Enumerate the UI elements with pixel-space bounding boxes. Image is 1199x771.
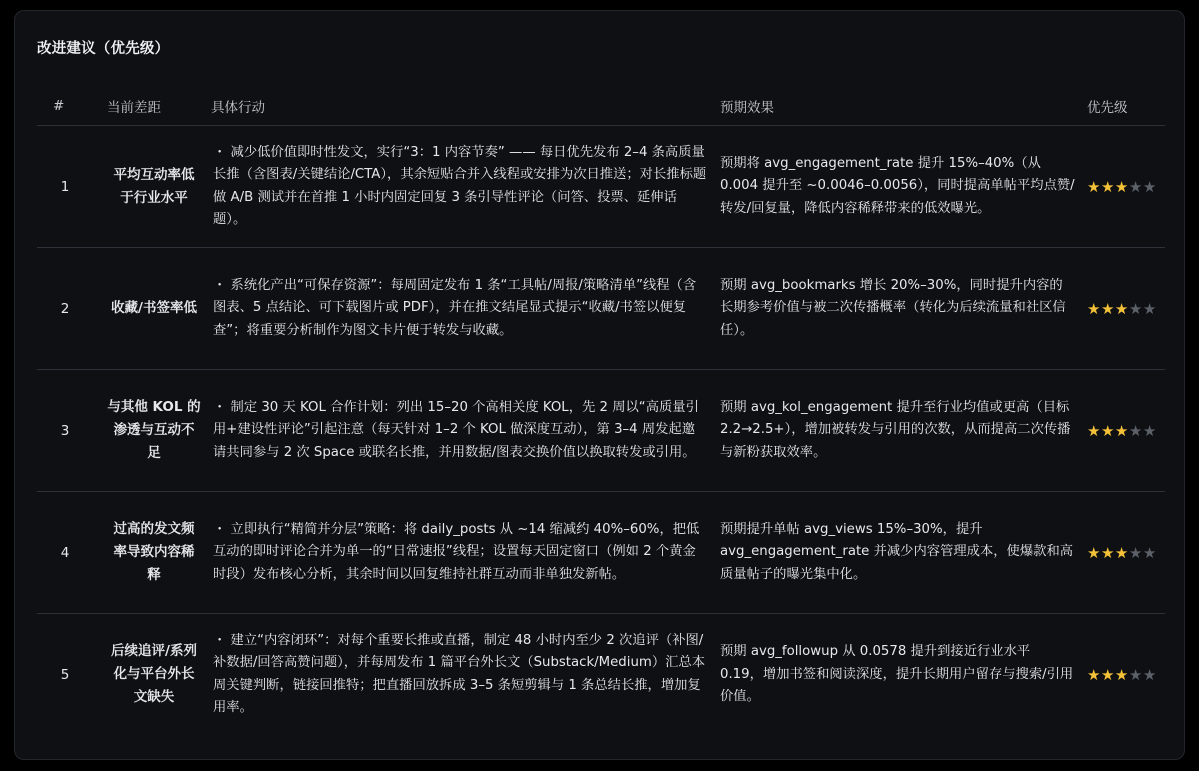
row-action: ・ 系统化产出“可保存资源”：每周固定发布 1 条“工具帖/周报/策略清单”线程（含图表、5 点结论、可下载图片或 PDF），并在推文结尾显式提示“收藏/书签以便复查”；将重要分析制作为图文卡片便于转发与收藏。 — [211, 248, 720, 370]
star-filled-icon: ★ — [1087, 300, 1101, 318]
header-gap: 当前差距 — [107, 89, 211, 126]
star-empty-icon: ★ — [1128, 666, 1143, 685]
row-effect: 预期 avg_kol_engagement 提升至行业均值或更高（目标 2.2→2.5+），增加被转发与引用的次数，从而提高二次传播与新粉获取效率。 — [720, 370, 1087, 492]
star-filled-icon: ★ — [1100, 666, 1115, 685]
row-effect: 预期 avg_followup 从 0.0578 提升到接近行业水平 0.19，增加书签和阅读深度，提升长期用户留存与搜索/引用价值。 — [720, 644, 1074, 704]
table-row — [37, 614, 1165, 736]
star-empty-icon: ★ — [1142, 666, 1157, 685]
star-empty-icon: ★ — [1142, 300, 1157, 318]
section-title: 改进建议（优先级） — [37, 41, 170, 57]
star-empty-icon: ★ — [1128, 422, 1143, 440]
row-effect: 预期将 avg_engagement_rate 提升 15%–40%（从 0.004 提升至 ~0.0046–0.0056），同时提高单帖平均点赞/转发/回复量，降低内容稀释带来的低效曝光。 — [720, 126, 1087, 248]
row-action: ・ 立即执行“精简并分层”策略：将 daily_posts 从 ~14 缩减约 40%–60%，把低互动的即时评论合并为单一的“日常速报”线程；设置每天固定窗口（例如 2 个黄金时段）发布核心分析，其余时间以回复维持社群互动而非单独发新帖。 — [211, 492, 720, 614]
row-priority — [1087, 614, 1165, 736]
row-action: ・ 建立“内容闭环”：对每个重要长推或直播，制定 48 小时内至少 2 次追评（补图/补数据/回答高赞问题），并每周发布 1 篇平台外长文（Substack/Medium）汇总本周关键判断，链接回推特；把直播回放拆成 3–5 条短剪辑与 1 条总结长推，增加复用率。 — [213, 632, 706, 716]
recommendations-table — [37, 89, 1165, 736]
priority-rating — [1087, 178, 1157, 196]
recommendations-card — [14, 10, 1185, 760]
star-filled-icon: ★ — [1100, 422, 1115, 440]
row-priority — [1087, 370, 1165, 492]
table-header-row — [37, 89, 1165, 126]
row-priority — [1087, 248, 1165, 370]
star-filled-icon: ★ — [1087, 544, 1101, 562]
star-empty-icon: ★ — [1142, 178, 1157, 196]
row-gap: 平均互动率低于行业水平 — [107, 126, 211, 248]
row-num: 2 — [37, 248, 107, 370]
header-priority: 优先级 — [1087, 89, 1165, 126]
header-num: # — [37, 89, 107, 126]
star-filled-icon: ★ — [1114, 178, 1129, 196]
table-row — [37, 492, 1165, 614]
row-action: ・ 减少低价值即时性发文，实行“3：1 内容节奏” —— 每日优先发布 2–4 条高质量长推（含图表/关键结论/CTA），其余短贴合并入线程或安排为次日推送；对长推标题做 A/B 测试并在首推 1 小时内固定回复 3 条引导性评论（问答、投票、延伸话题）。 — [211, 126, 720, 248]
row-num: 3 — [37, 370, 107, 492]
star-filled-icon: ★ — [1114, 300, 1129, 318]
row-num: 4 — [37, 492, 107, 614]
star-empty-icon: ★ — [1128, 544, 1143, 562]
table-row — [37, 126, 1165, 248]
star-empty-icon: ★ — [1128, 300, 1143, 318]
row-gap: 收藏/书签率低 — [107, 248, 211, 370]
priority-rating — [1087, 422, 1157, 440]
row-gap: 过高的发文频率导致内容稀释 — [107, 492, 211, 614]
star-filled-icon: ★ — [1114, 666, 1129, 685]
star-empty-icon: ★ — [1142, 544, 1157, 562]
priority-rating — [1087, 544, 1157, 562]
star-filled-icon: ★ — [1114, 544, 1129, 562]
row-effect: 预期提升单帖 avg_views 15%–30%，提升 avg_engagement_rate 并减少内容管理成本，使爆款和高质量帖子的曝光集中化。 — [720, 492, 1087, 614]
row-priority — [1087, 126, 1165, 248]
header-effect: 预期效果 — [720, 89, 1087, 126]
priority-rating — [1087, 666, 1157, 684]
star-filled-icon: ★ — [1087, 666, 1101, 685]
row-action: ・ 制定 30 天 KOL 合作计划：列出 15–20 个高相关度 KOL，先 2 周以“高质量引用+建设性评论”引起注意（每天针对 1–2 个 KOL 做深度互动），第 3–4 周发起邀请共同参与 2 次 Space 或联名长推，并用数据/图表交换价值以换取转发或引用。 — [211, 370, 720, 492]
row-priority — [1087, 492, 1165, 614]
star-filled-icon: ★ — [1100, 300, 1115, 318]
star-filled-icon: ★ — [1100, 178, 1115, 196]
row-gap: 后续追评/系列化与平台外长文缺失 — [111, 643, 197, 706]
priority-rating — [1087, 300, 1157, 318]
star-filled-icon: ★ — [1100, 544, 1115, 562]
table-row — [37, 370, 1165, 492]
header-action: 具体行动 — [211, 89, 720, 126]
star-empty-icon: ★ — [1128, 178, 1143, 196]
row-effect: 预期 avg_bookmarks 增长 20%–30%，同时提升内容的长期参考价值与被二次传播概率（转化为后续流量和社区信任）。 — [720, 248, 1087, 370]
star-filled-icon: ★ — [1114, 422, 1129, 440]
table-row — [37, 248, 1165, 370]
star-filled-icon: ★ — [1087, 422, 1101, 440]
star-filled-icon: ★ — [1087, 178, 1101, 196]
row-num: 1 — [37, 126, 107, 248]
row-gap: 与其他 KOL 的渗透与互动不足 — [107, 370, 211, 492]
star-empty-icon: ★ — [1142, 422, 1157, 440]
row-num: 5 — [60, 666, 70, 683]
